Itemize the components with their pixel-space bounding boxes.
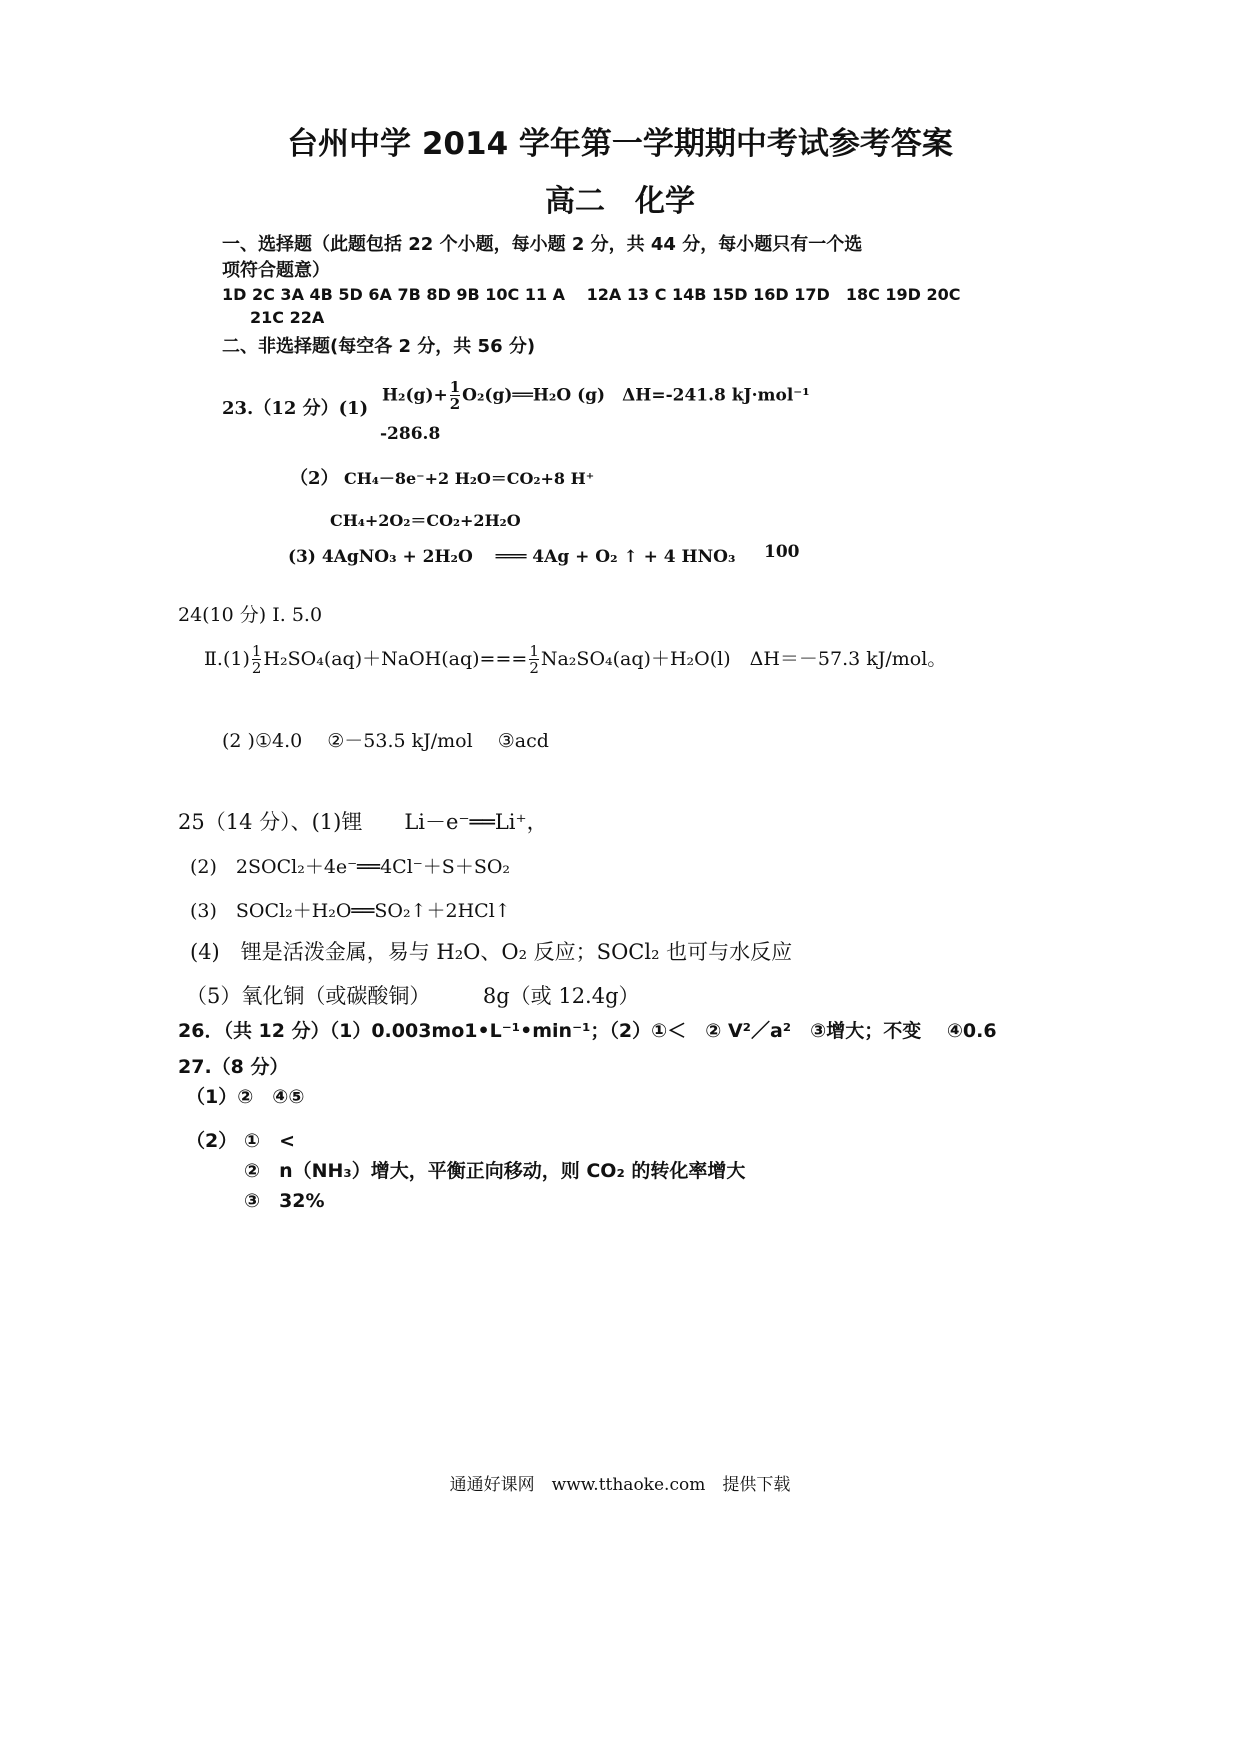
q24-frac1-num: 1 bbox=[251, 642, 262, 660]
q24-frac1-den: 2 bbox=[251, 659, 262, 677]
q23-part3: (3) 4AgNO₃ + 2H₂O ═══ 4Ag + O₂ ↑ + 4 HNO₃ bbox=[288, 547, 736, 567]
q23-label: 23.（12 分）(1) bbox=[222, 398, 369, 419]
q26-line: 26．（共 12 分）（1）0.003mo1•L⁻¹•min⁻¹；（2）①＜ ② V²／a² ③增大；不变 ④0.6 bbox=[178, 1020, 997, 1042]
q23-part3-value: 100 bbox=[764, 542, 800, 562]
q23-fraction bbox=[450, 380, 460, 412]
q25-line3: (3) SOCl₂＋H₂O══SO₂↑＋2HCl↑ bbox=[190, 900, 511, 922]
q27-part2-c: ③ 32% bbox=[244, 1190, 325, 1212]
q23-part2-eq2: CH₄+2O₂＝CO₂+2H₂O bbox=[330, 511, 521, 530]
q24-ii-prefix: Ⅱ.(1) bbox=[204, 648, 250, 670]
choice-answers-line1: 1D 2C 3A 4B 5D 6A 7B 8D 9B 10C 11 A 12A 13 C 14B 15D 16D 17D 18C 19D 20C bbox=[222, 285, 961, 304]
q24-part2: (2 )①4.0 ②－53.5 kJ/mol ③acd bbox=[222, 730, 549, 752]
q23-eq-left: H₂(g)+ bbox=[382, 385, 448, 406]
q23-part2-label: （2） bbox=[290, 468, 339, 489]
q23-value-2: -286.8 bbox=[380, 424, 441, 444]
choice-answers-line2: 21C 22A bbox=[250, 308, 325, 327]
q27-part1: （1）② ④⑤ bbox=[186, 1086, 305, 1108]
q25-line5: （5）氧化铜（或碳酸铜） 8g（或 12.4g） bbox=[186, 984, 640, 1008]
q24-eq-mid: H₂SO₄(aq)＋NaOH(aq)=== bbox=[263, 648, 528, 670]
q24-frac2-den: 2 bbox=[529, 659, 539, 677]
q23-frac-den: 2 bbox=[449, 395, 461, 413]
q25-line1: 25（14 分）、(1)锂 Li－e⁻══Li⁺， bbox=[178, 810, 548, 834]
q27-part2-label: （2） bbox=[186, 1130, 238, 1152]
q25-line2: (2) 2SOCl₂＋4e⁻══4Cl⁻＋S＋SO₂ bbox=[190, 856, 511, 878]
q23-frac-num: 1 bbox=[449, 378, 461, 396]
q24-ii-equation bbox=[204, 644, 946, 676]
q27-part2-b: ② n（NH₃）增大，平衡正向移动，则 CO₂ 的转化率增大 bbox=[244, 1160, 746, 1182]
page-title: 台州中学 2014 学年第一学期期中考试参考答案 bbox=[287, 126, 953, 162]
footer-text: 通通好课网 www.tthaoke.com 提供下载 bbox=[449, 1475, 791, 1495]
q24-frac2-num: 1 bbox=[529, 642, 539, 660]
section1-heading-line2: 项符合题意） bbox=[222, 260, 330, 281]
section1-heading-line1: 一、选择题（此题包括 22 个小题，每小题 2 分，共 44 分，每小题只有一个选 bbox=[222, 234, 863, 255]
q23-part2-eq1: CH₄－8e⁻+2 H₂O＝CO₂+8 H⁺ bbox=[344, 469, 595, 488]
q23-equation bbox=[382, 380, 810, 412]
q24-fraction-1 bbox=[252, 644, 262, 676]
section2-heading: 二、非选择题(每空各 2 分，共 56 分) bbox=[222, 336, 536, 357]
page-subtitle: 高二 化学 bbox=[545, 184, 695, 219]
q27-label: 27.（8 分） bbox=[178, 1056, 289, 1078]
q23-eq-right: O₂(g)══H₂O (g) ΔH=-241.8 kJ·mol⁻¹ bbox=[462, 385, 810, 406]
q24-eq-end: Na₂SO₄(aq)＋H₂O(l) ΔH＝－57.3 kJ/mol。 bbox=[540, 648, 947, 670]
q27-part2-a: ① < bbox=[244, 1130, 296, 1152]
q24-fraction-2 bbox=[529, 644, 539, 676]
q24-label: 24(10 分) Ⅰ. 5.0 bbox=[178, 604, 323, 626]
q25-line4: (4) 锂是活泼金属，易与 H₂O、O₂ 反应；SOCl₂ 也可与水反应 bbox=[190, 940, 793, 964]
